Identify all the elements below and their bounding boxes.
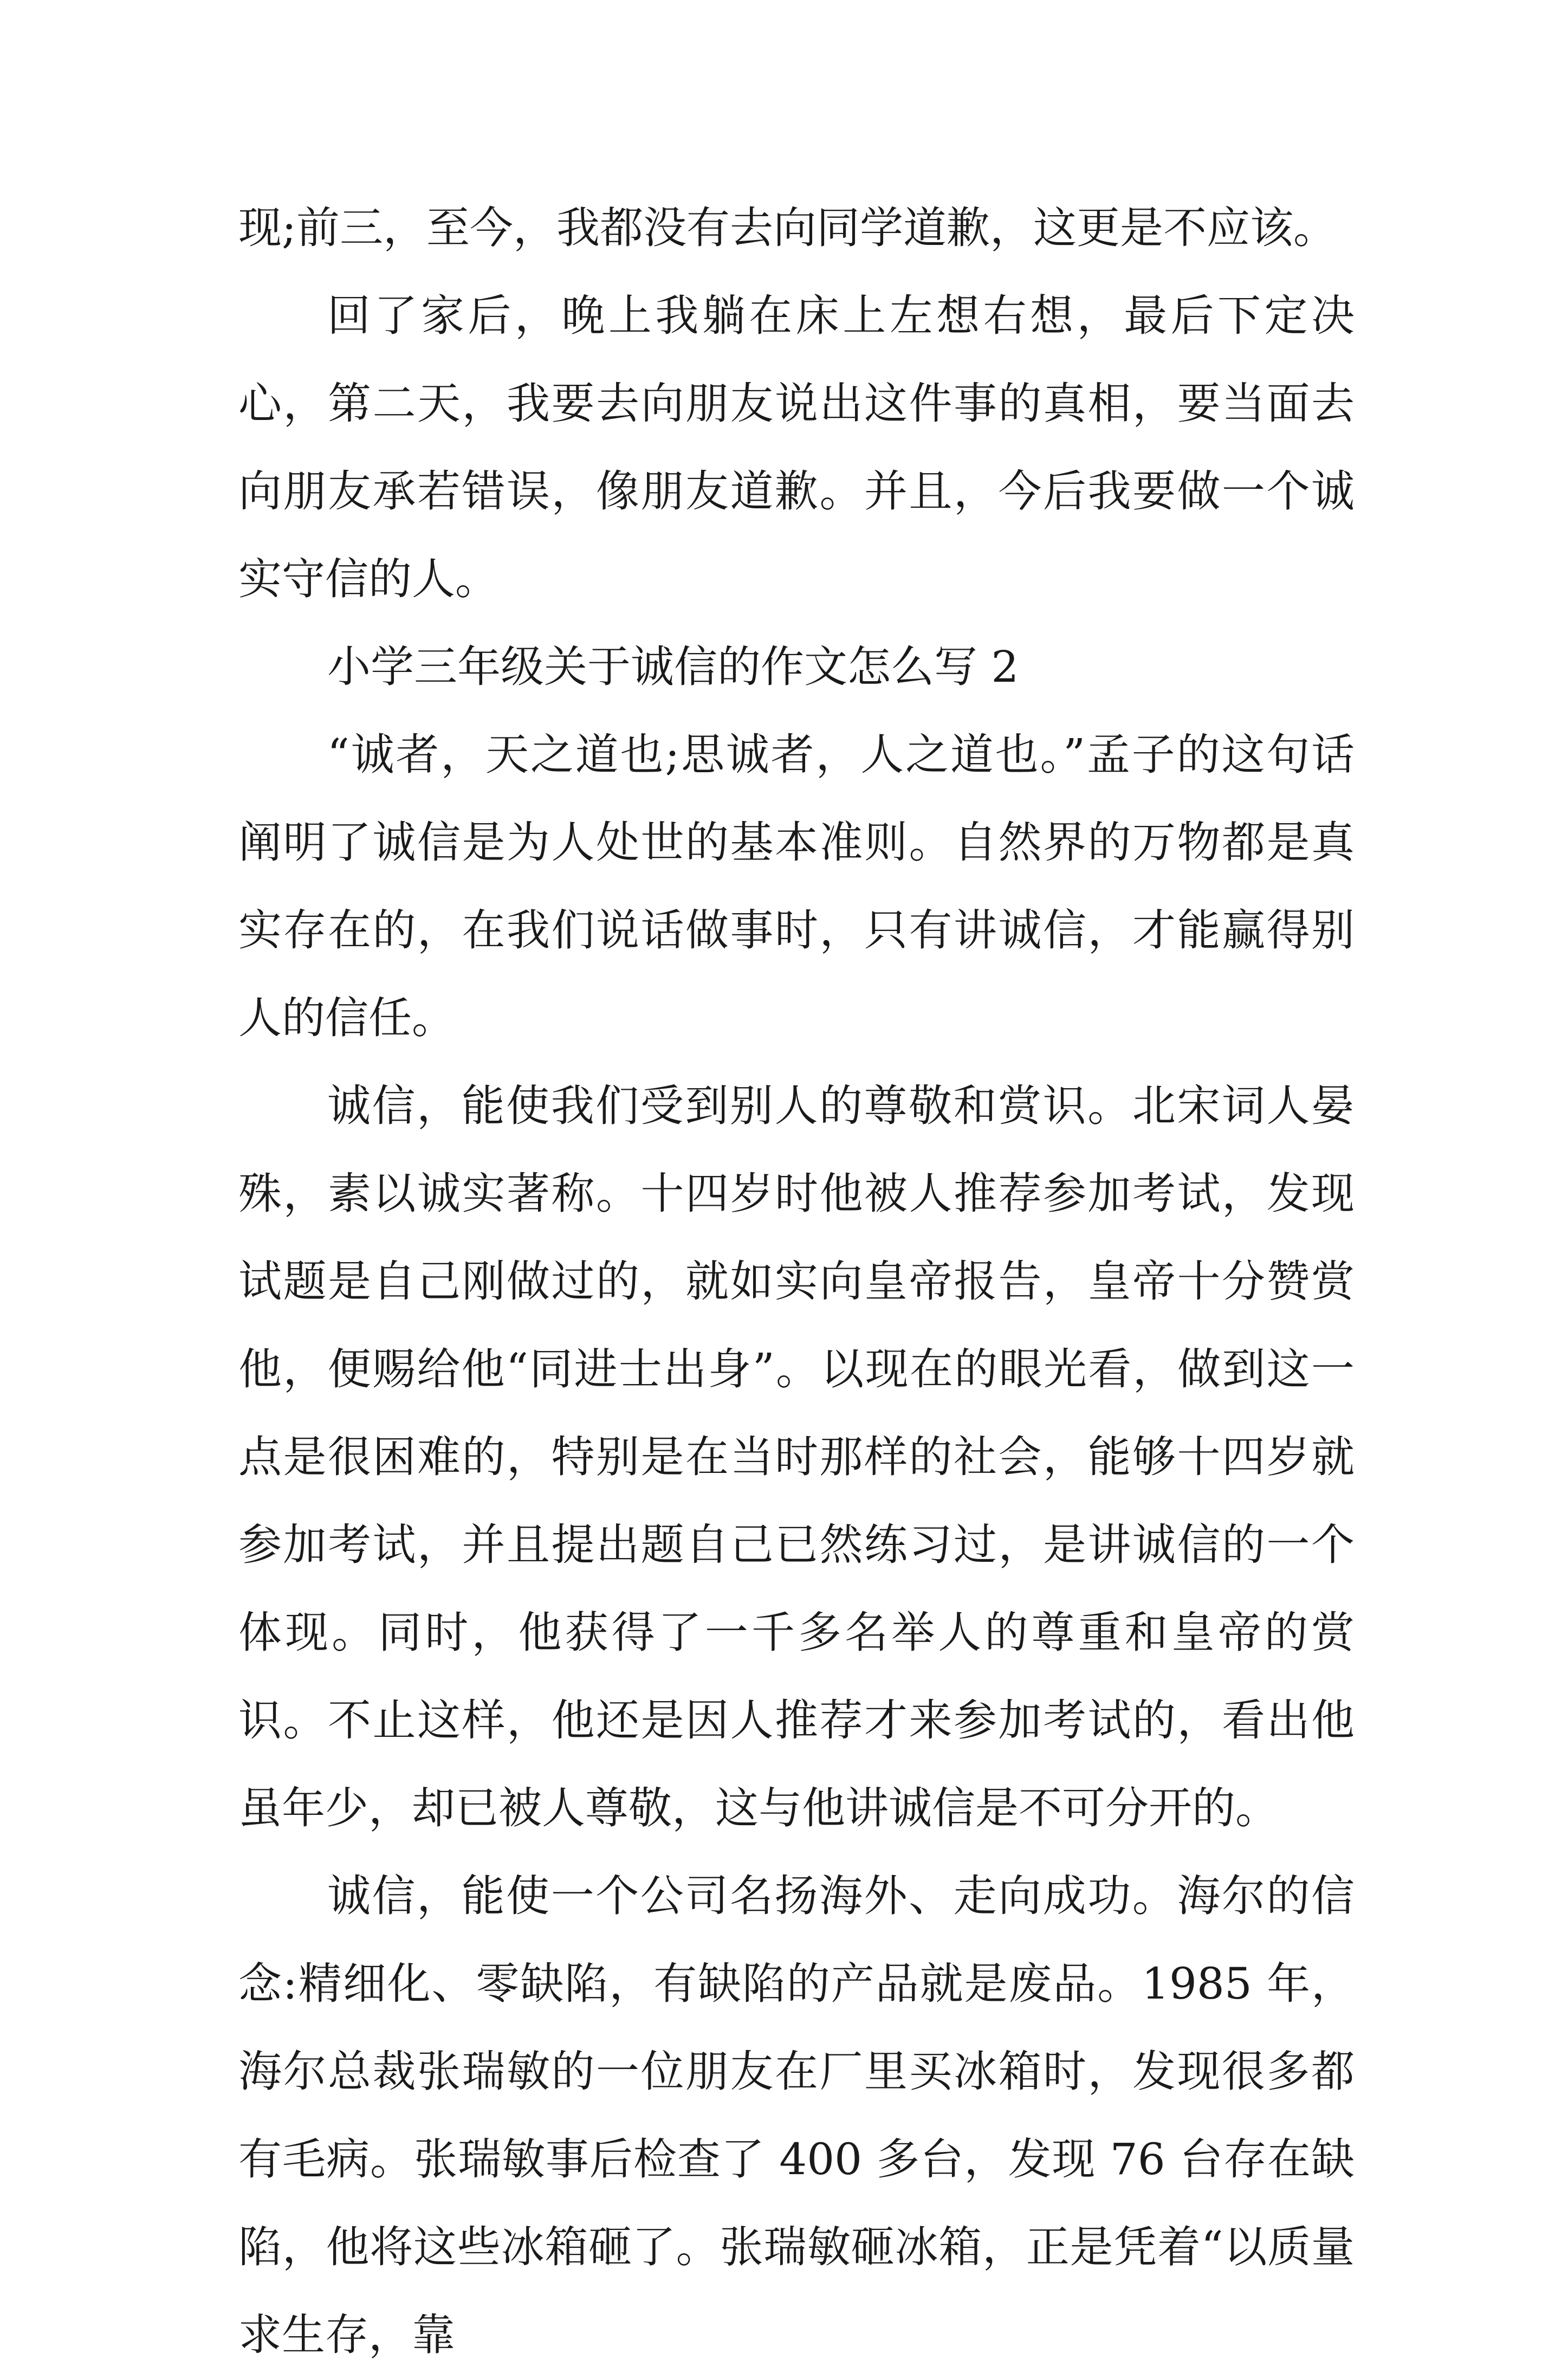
essay-body bbox=[238, 184, 1355, 2379]
paragraph-haier: 诚信，能使一个公司名扬海外、走向成功。海尔的信念:精细化、零缺陷，有缺陷的产品就是废品。1985 年，海尔总裁张瑞敏的一位朋友在厂里买冰箱时，发现很多都有毛病。张瑞敏事后检查了 400 多台，发现 76 台存在缺陷，他将这些冰箱砸了。张瑞敏砸冰箱，正是凭着“以质量求生存，靠 bbox=[238, 1871, 1355, 2360]
paragraph-yan-shu: 诚信，能使我们受到别人的尊敬和赏识。北宋词人晏殊，素以诚实著称。十四岁时他被人推荐参加考试，发现试题是自己刚做过的，就如实向皇帝报告，皇帝十分赞赏他，便赐给他“同进士出身”。以现在的眼光看，做到这一点是很困难的，特别是在当时那样的社会，能够十四岁就参加考试，并且提出题自己已然练习过，是讲诚信的一个体现。同时，他获得了一千多名举人的尊重和皇帝的赏识。不止这样，他还是因人推荐才来参加考试的，看出他虽年少，却已被人尊敬，这与他讲诚信是不可分开的。 bbox=[238, 1081, 1355, 1833]
paragraph-mencius-quote: “诚者，天之道也;思诚者，人之道也。”孟子的这句话阐明了诚信是为人处世的基本准则。自然界的万物都是真实存在的，在我们说话做事时，只有讲诚信，才能赢得别人的信任。 bbox=[238, 729, 1355, 1043]
paragraph-resolution: 回了家后，晚上我躺在床上左想右想，最后下定决心，第二天，我要去向朋友说出这件事的真相，要当面去向朋友承若错误，像朋友道歉。并且，今后我要做一个诚实守信的人。 bbox=[238, 290, 1355, 604]
paragraph-continuation: 现;前三，至今，我都没有去向同学道歉，这更是不应该。 bbox=[238, 203, 1337, 253]
essay-title-2: 小学三年级关于诚信的作文怎么写 2 bbox=[327, 642, 1019, 692]
